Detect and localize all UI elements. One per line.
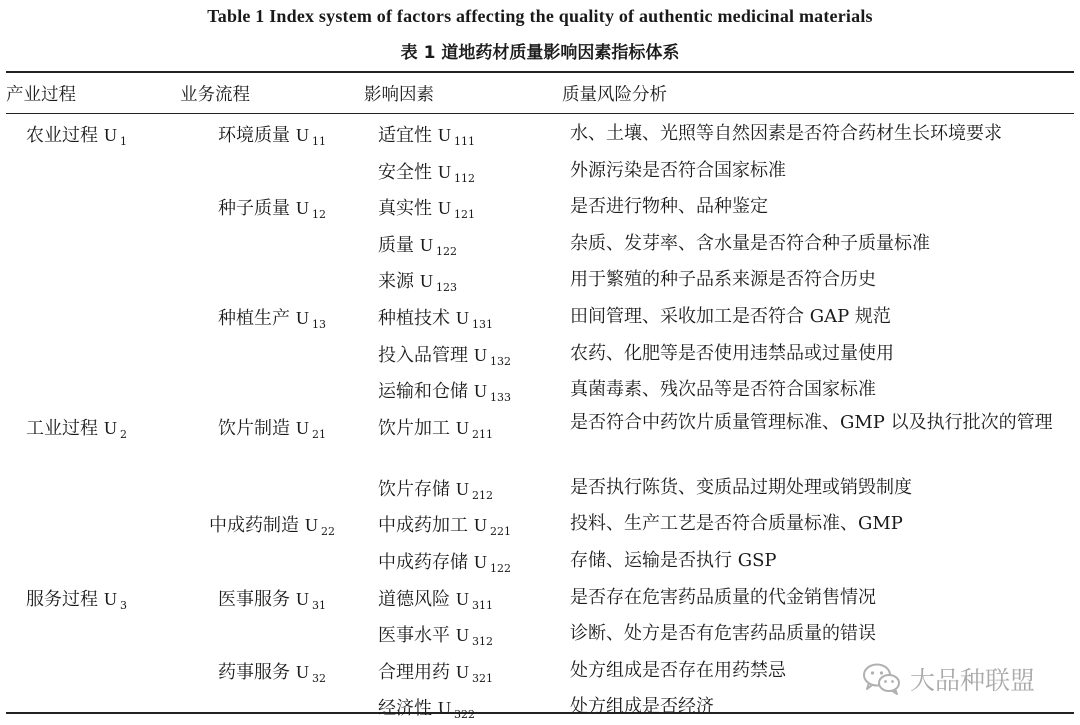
- cell-workflow-label: 环境质量: [218, 125, 290, 146]
- header-factor: 影响因素: [364, 84, 434, 105]
- cell-process-code-subscript: 1: [120, 135, 127, 148]
- cell-workflow: [180, 333, 364, 370]
- cell-factor-label: 饮片加工: [378, 417, 450, 439]
- cell-workflow: [180, 369, 364, 406]
- table-row: [6, 540, 1074, 577]
- cell-workflow: [180, 540, 364, 577]
- cell-factor-code: U: [456, 625, 469, 646]
- cell-process-code: U: [104, 417, 117, 438]
- cell-risk: 诊断、处方是否有危害药品质量的错误: [570, 623, 876, 645]
- cell-process: [6, 650, 180, 687]
- cell-factor-code-subscript: 121: [454, 208, 475, 222]
- cell-factor-label: 质量: [378, 234, 414, 256]
- cell-factor-code-subscript: 122: [490, 561, 511, 575]
- cell-risk: 田间管理、采收加工是否符合 GAP 规范: [570, 305, 891, 327]
- cell-factor: [364, 223, 562, 260]
- header-risk: 质量风险分析: [562, 84, 667, 105]
- header-workflow: 业务流程: [180, 84, 250, 105]
- table-row: [6, 577, 1074, 614]
- cell-workflow-code: U: [296, 125, 309, 145]
- cell-factor-label: 经济性: [378, 698, 432, 720]
- cell-process: [6, 686, 180, 723]
- cell-process-code: U: [104, 125, 117, 145]
- cell-process-label: 服务过程: [26, 588, 98, 610]
- cell-factor-code: U: [438, 161, 451, 182]
- cell-factor-code: U: [474, 381, 487, 402]
- cell-factor-code-subscript: 112: [454, 171, 475, 185]
- table-row: [6, 613, 1074, 650]
- cell-workflow-code: U: [296, 198, 309, 219]
- cell-factor-code-subscript: 311: [472, 598, 493, 612]
- cell-risk: 投料、生产工艺是否符合质量标准、GMP: [570, 513, 903, 535]
- cell-workflow-code: U: [296, 417, 309, 438]
- cell-risk: 存储、运输是否执行 GSP: [570, 549, 777, 571]
- cell-process: [6, 369, 180, 406]
- cell-factor-code-subscript: 123: [436, 281, 457, 295]
- cell-factor-code-subscript: 212: [472, 488, 493, 502]
- table-row: [6, 503, 1074, 540]
- cell-process: [6, 467, 180, 504]
- wechat-icon: [862, 662, 902, 696]
- table-row: [6, 467, 1074, 504]
- cell-process-code-subscript: 3: [120, 598, 127, 612]
- cell-workflow: [180, 577, 364, 614]
- cell-workflow: [180, 686, 364, 723]
- cell-factor-code-subscript: 122: [436, 244, 457, 258]
- cell-workflow-code-subscript: 11: [312, 135, 326, 148]
- cell-factor-code: U: [456, 588, 469, 609]
- cell-factor-code: U: [474, 344, 487, 365]
- cell-workflow-code-subscript: 21: [312, 427, 326, 441]
- watermark: [862, 662, 1035, 696]
- cell-risk: 用于繁殖的种子品系来源是否符合历史: [570, 269, 876, 291]
- cell-workflow: [180, 296, 364, 333]
- cell-factor-label: 适宜性: [378, 125, 432, 146]
- watermark-text: 大品种联盟: [910, 666, 1036, 695]
- cell-workflow-code-subscript: 32: [312, 671, 326, 685]
- cell-workflow-code-subscript: 22: [321, 525, 335, 539]
- cell-risk: 是否执行陈货、变质品过期处理或销毁制度: [570, 476, 912, 498]
- table-title-en: Table 1 Index system of factors affecting the quality of authentic medicinal materials: [207, 6, 873, 26]
- cell-workflow: [180, 613, 364, 650]
- cell-process: [6, 540, 180, 577]
- cell-factor-code-subscript: 322: [454, 708, 475, 722]
- cell-factor-code: U: [474, 515, 487, 536]
- cell-risk: 真菌毒素、残次品等是否符合国家标准: [570, 379, 876, 401]
- cell-factor-code: U: [456, 307, 469, 328]
- cell-factor: [364, 467, 562, 504]
- cell-factor-label: 种植技术: [378, 307, 450, 329]
- cell-factor-label: 合理用药: [378, 661, 450, 683]
- cell-factor-label: 安全性: [378, 161, 432, 183]
- table-row: [6, 186, 1074, 223]
- cell-process-code: U: [104, 588, 117, 609]
- table-row: [6, 259, 1074, 296]
- cell-process-label: 农业过程: [26, 125, 98, 146]
- cell-workflow-code-subscript: 13: [312, 317, 326, 331]
- cell-risk: 是否进行物种、品种鉴定: [570, 196, 768, 218]
- cell-workflow-code-subscript: 12: [312, 208, 326, 222]
- cell-factor-label: 运输和仓储: [378, 381, 468, 403]
- cell-process: [6, 296, 180, 333]
- cell-risk: 处方组成是否存在用药禁忌: [570, 659, 786, 681]
- cell-factor-code-subscript: 221: [490, 525, 511, 539]
- cell-process: [6, 186, 180, 223]
- cell-factor-label: 中成药存储: [378, 551, 468, 573]
- cell-process: [6, 503, 180, 540]
- cell-factor-code-subscript: 133: [490, 391, 511, 405]
- cell-factor-code-subscript: 131: [472, 317, 493, 331]
- cell-factor: [364, 613, 562, 650]
- cell-factor-code: U: [420, 271, 433, 292]
- table-row: [6, 296, 1074, 333]
- cell-workflow-label: 中成药制造: [209, 515, 299, 537]
- cell-factor-code-subscript: 111: [454, 135, 475, 148]
- cell-factor-code: U: [456, 478, 469, 499]
- table-title-zh: 表 1 道地药材质量影响因素指标体系: [400, 43, 680, 63]
- cell-process-label: 工业过程: [26, 417, 98, 439]
- cell-factor-label: 投入品管理: [378, 344, 468, 366]
- cell-factor-label: 来源: [378, 271, 414, 293]
- cell-workflow-code: U: [296, 307, 309, 328]
- header-process: 产业过程: [6, 84, 76, 105]
- cell-factor-code: U: [456, 661, 469, 682]
- cell-risk: 外源污染是否符合国家标准: [570, 159, 786, 181]
- cell-factor-label: 中成药加工: [378, 515, 468, 537]
- cell-process: [6, 150, 180, 187]
- cell-factor-code: U: [474, 551, 487, 572]
- cell-factor-code-subscript: 132: [490, 354, 511, 368]
- cell-factor: [364, 406, 562, 467]
- cell-factor-code: U: [438, 198, 451, 219]
- table-row: [6, 369, 1074, 406]
- cell-factor: [364, 686, 562, 723]
- cell-process: [6, 259, 180, 296]
- cell-workflow: [180, 259, 364, 296]
- table-row: [6, 150, 1074, 187]
- cell-workflow-label: 种植生产: [218, 307, 290, 329]
- cell-factor: [364, 259, 562, 296]
- cell-process: [6, 113, 180, 150]
- cell-factor: [364, 333, 562, 370]
- cell-factor: [364, 503, 562, 540]
- table-row: [6, 406, 1074, 467]
- cell-factor-label: 真实性: [378, 198, 432, 220]
- cell-workflow: [180, 186, 364, 223]
- table-body: [6, 113, 1074, 723]
- cell-factor-code-subscript: 321: [472, 671, 493, 685]
- cell-process: [6, 406, 180, 467]
- cell-workflow: [180, 503, 364, 540]
- cell-factor: [364, 186, 562, 223]
- cell-factor: [364, 540, 562, 577]
- cell-factor: [364, 369, 562, 406]
- cell-workflow: [180, 406, 364, 467]
- header-row: [6, 73, 1074, 113]
- cell-workflow-label: 种子质量: [218, 198, 290, 220]
- cell-process: [6, 577, 180, 614]
- cell-factor-label: 道德风险: [378, 588, 450, 610]
- cell-risk: 是否存在危害药品质量的代金销售情况: [570, 586, 876, 608]
- cell-workflow-label: 药事服务: [218, 661, 290, 683]
- cell-factor: [364, 577, 562, 614]
- cell-workflow: [180, 650, 364, 687]
- cell-workflow-code: U: [296, 661, 309, 682]
- cell-process: [6, 223, 180, 260]
- cell-factor: [364, 296, 562, 333]
- cell-factor-label: 医事水平: [378, 625, 450, 647]
- cell-factor: [364, 150, 562, 187]
- cell-workflow-code-subscript: 31: [312, 598, 326, 612]
- cell-process: [6, 333, 180, 370]
- cell-factor: [364, 113, 562, 150]
- cell-workflow-label: 医事服务: [218, 588, 290, 610]
- cell-factor-code: U: [438, 125, 451, 145]
- cell-factor-code: U: [420, 234, 433, 255]
- cell-factor-code-subscript: 312: [472, 635, 493, 649]
- cell-factor-code: U: [438, 698, 451, 719]
- cell-risk: 水、土壤、光照等自然因素是否符合药材生长环境要求: [570, 123, 1002, 144]
- cell-factor-code-subscript: 211: [472, 427, 493, 441]
- cell-workflow: [180, 150, 364, 187]
- cell-process-code-subscript: 2: [120, 427, 127, 441]
- cell-risk: 处方组成是否经济: [570, 696, 714, 718]
- cell-risk: 杂质、发芽率、含水量是否符合种子质量标准: [570, 232, 930, 254]
- cell-workflow: [180, 223, 364, 260]
- cell-factor-label: 饮片存储: [378, 478, 450, 500]
- cell-workflow: [180, 113, 364, 150]
- index-table: [6, 73, 1074, 723]
- cell-risk: 是否符合中药饮片质量管理标准、GMP 以及执行批次的管理: [570, 411, 1053, 433]
- cell-process: [6, 613, 180, 650]
- cell-workflow-code: U: [305, 515, 318, 536]
- cell-factor: [364, 650, 562, 687]
- cell-risk: 农药、化肥等是否使用违禁品或过量使用: [570, 342, 894, 364]
- cell-workflow-label: 饮片制造: [218, 417, 290, 439]
- table-row: [6, 333, 1074, 370]
- cell-factor-code: U: [456, 417, 469, 438]
- cell-workflow: [180, 467, 364, 504]
- table-row: [6, 113, 1074, 150]
- table-row: [6, 223, 1074, 260]
- cell-workflow-code: U: [296, 588, 309, 609]
